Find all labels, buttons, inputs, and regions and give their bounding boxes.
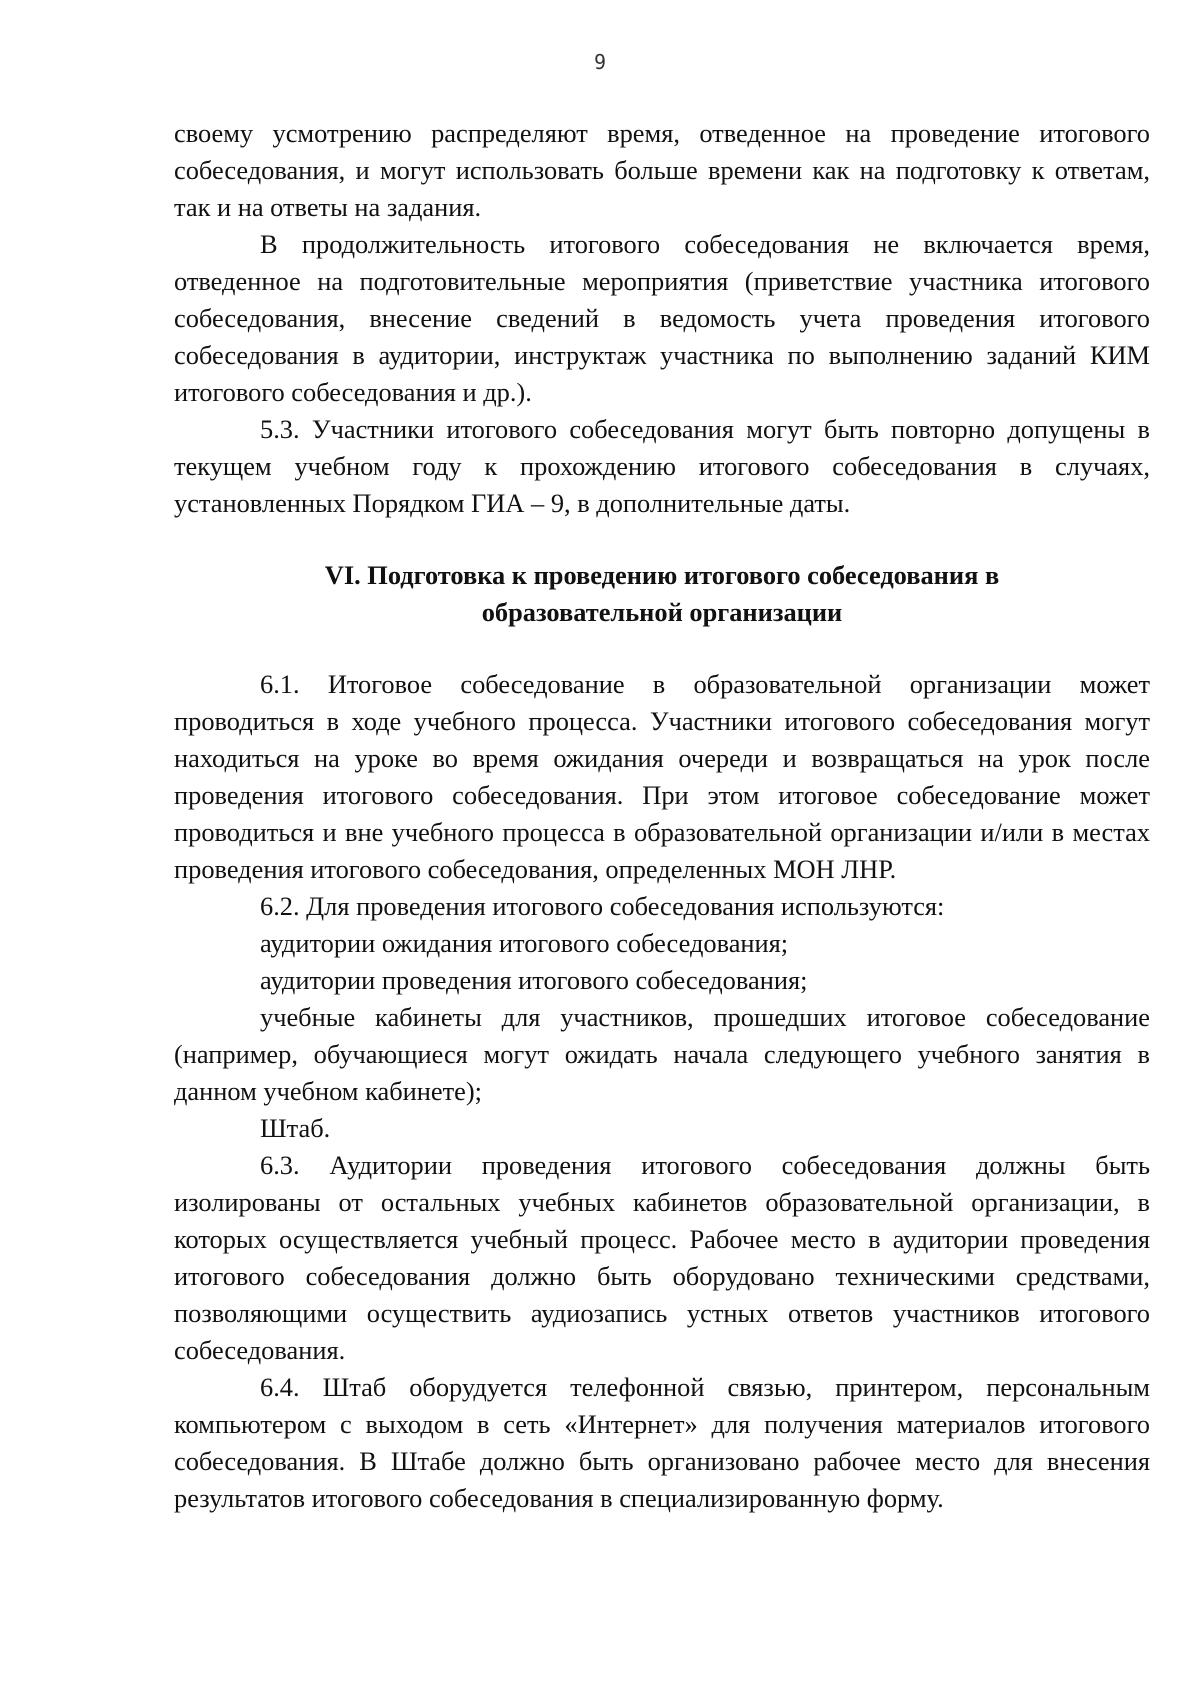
section-heading [174, 557, 1150, 631]
paragraph-5-3: 5.3. Участники итогового собеседования могут быть повторно допущены в текущем учебном году к прохождению итогового собеседования в случаях, установленных Порядком ГИА – 9, в дополнительные даты. [174, 414, 1150, 518]
paragraph-continued: своему усмотрению распределяют время, отведенное на проведение итогового собеседования, и могут использовать больше времени как на подготовку к ответам, так и на ответы на задания. [174, 118, 1150, 222]
paragraph-6-2: 6.2. Для проведения итогового собеседования используются: [260, 891, 945, 921]
paragraph-6-1: 6.1. Итоговое собеседование в образовательной организации может проводиться в ходе учебного процесса. Участники итогового собеседования могут находиться на уроке во время ожидания очереди и возвращаться на урок после проведения итогового собеседования. При этом итоговое собеседование может проводиться и вне учебного процесса в образовательной организации и/или в местах проведения итогового собеседования, определенных МОН ЛНР. [174, 669, 1150, 884]
section-heading-line-2: образовательной организации [481, 597, 843, 627]
list-item-exam-rooms: аудитории проведения итогового собеседования; [260, 965, 808, 995]
section-heading-line-1: VI. Подготовка к проведению итогового собеседования в [324, 560, 1000, 590]
paragraph-duration: В продолжительность итогового собеседования не включается время, отведенное на подготовительные мероприятия (приветствие участника итогового собеседования, внесение сведений в ведомость учета проведения итогового собеседования в аудитории, инструктаж участника по выполнению заданий КИМ итогового собеседования и др.). [174, 229, 1150, 407]
list-item-waiting-rooms: аудитории ожидания итогового собеседования; [260, 928, 789, 958]
list-item-headquarters: Штаб. [260, 1113, 331, 1143]
page-number: 9 [593, 50, 607, 74]
paragraph-6-3: 6.3. Аудитории проведения итогового собеседования должны быть изолированы от остальных учебных кабинетов образовательной организации, в которых осуществляется учебный процесс. Рабочее место в аудитории проведения итогового собеседования должно быть оборудовано техническими средствами, позволяющими осуществить аудиозапись устных ответов участников итогового собеседования. [174, 1150, 1150, 1365]
paragraph-6-4: 6.4. Штаб оборудуется телефонной связью, принтером, персональным компьютером с выходом в сеть «Интернет» для получения материалов итогового собеседования. В Штабе должно быть организовано рабочее место для внесения результатов итогового собеседования в специализированную форму. [174, 1372, 1150, 1513]
list-item-classrooms: учебные кабинеты для участников, прошедших итоговое собеседование (например, обучающиеся могут ожидать начала следующего учебного занятия в данном учебном кабинете); [174, 1002, 1150, 1106]
document-body [174, 115, 1150, 1517]
